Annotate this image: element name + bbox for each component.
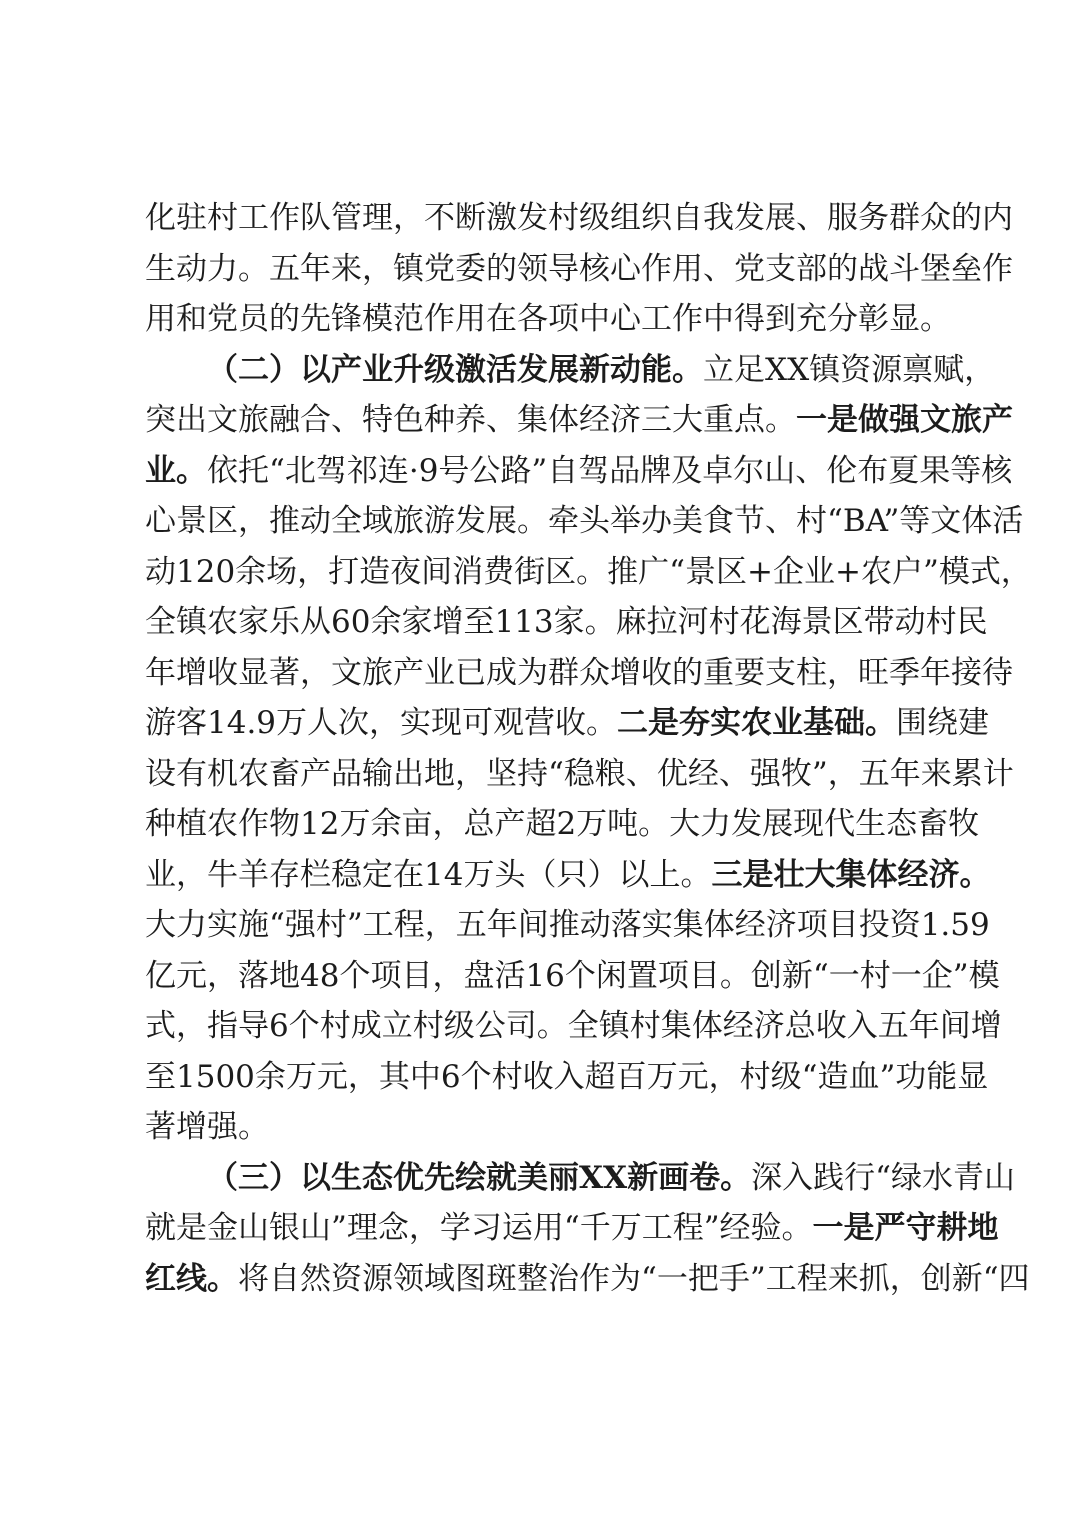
- text-line: [145, 1254, 1030, 1305]
- text-segment: 围绕建: [896, 705, 990, 741]
- text-segment: 深入践行“绿水青山: [751, 1159, 1015, 1196]
- text-line: [145, 698, 990, 749]
- bold-phrase: 一是严守耕地: [812, 1210, 999, 1246]
- text-line: [145, 193, 1013, 244]
- text-segment: 大力实施“强村”工程，五年间推动落实集体经济项目投资1.59: [145, 907, 990, 943]
- text-line: [145, 1102, 945, 1153]
- text-segment: 游客14.9万人次，实现可观营收。: [145, 705, 618, 741]
- text-line: [145, 446, 1013, 497]
- bold-phrase: 二是夯实农业基础。: [617, 705, 897, 741]
- bold-phrase: （三）以生态优先绘就美丽XX新画卷。: [207, 1159, 752, 1196]
- text-segment: 种植农作物12万余亩，总产超2万吨。大力发展现代生态畜牧: [145, 806, 980, 842]
- text-segment: 动120余场，打造夜间消费街区。推广“景区+企业+农户”模式，: [145, 553, 1032, 590]
- text-line: [145, 547, 1032, 598]
- text-segment: 全镇农家乐从60余家增至113家。麻拉河村花海景区带动村民: [145, 604, 988, 640]
- text-line: [145, 850, 991, 901]
- text-line: [145, 496, 1024, 547]
- text-line: [145, 294, 951, 345]
- text-line: [145, 345, 996, 396]
- text-segment: 将自然资源领域图斑整治作为“一把手”工程来抓，创新“四: [238, 1260, 1030, 1297]
- text-segment: 依托“北驾祁连·9号公路”自驾品牌及卓尔山、伦布夏果等核: [207, 452, 1013, 489]
- text-line: [145, 1001, 1002, 1052]
- text-segment: 年增收显著，文旅产业已成为群众增收的重要支柱，旺季年接待: [145, 654, 1013, 691]
- text-line: [145, 395, 1013, 446]
- text-segment: 亿元，落地48个项目，盘活16个闲置项目。创新“一村一企”模: [145, 957, 1000, 994]
- text-line: [145, 1153, 1015, 1204]
- text-segment: 就是金山银山”理念，学习运用“千万工程”经验。: [145, 1210, 813, 1246]
- bold-phrase: 红线。: [145, 1260, 238, 1297]
- bold-phrase: （二）以产业升级激活发展新动能。: [207, 351, 703, 388]
- body-text: [145, 193, 1032, 1304]
- text-segment: 著增强。: [145, 1109, 269, 1145]
- text-line: [145, 648, 1013, 699]
- text-segment: 化驻村工作队管理，不断激发村级组织自我发展、服务群众的内: [145, 200, 1013, 236]
- text-segment: 突出文旅融合、特色种养、集体经济三大重点。: [145, 402, 796, 438]
- text-segment: 业，牛羊存栏稳定在14万头（只）以上。: [145, 856, 712, 893]
- text-line: [145, 597, 988, 648]
- text-segment: 用和党员的先锋模范作用在各项中心工作中得到充分彰显。: [145, 301, 951, 337]
- text-segment: 生动力。五年来，镇党委的领导核心作用、党支部的战斗堡垒作: [145, 250, 1013, 287]
- text-segment: 至1500余万元，其中6个村收入超百万元，村级“造血”功能显: [145, 1058, 989, 1095]
- text-segment: 心景区，推动全域旅游发展。牵头举办美食节、村“BA”等文体活: [145, 503, 1024, 539]
- bold-phrase: 三是壮大集体经济。: [711, 856, 991, 893]
- text-line: [145, 951, 1000, 1002]
- bold-phrase: 业。: [145, 452, 207, 489]
- text-line: [145, 749, 1014, 800]
- text-line: [145, 1052, 989, 1103]
- text-segment: 立足XX镇资源禀赋，: [703, 351, 996, 388]
- text-segment: 设有机农畜产品输出地，坚持“稳粮、优经、强牧”，五年来累计: [145, 755, 1014, 792]
- bold-phrase: 一是做强文旅产: [796, 402, 1013, 438]
- text-segment: 式，指导6个村成立村级公司。全镇村集体经济总收入五年间增: [145, 1008, 1002, 1044]
- text-line: [145, 1203, 999, 1254]
- text-line: [145, 900, 990, 951]
- text-line: [145, 799, 980, 850]
- text-line: [145, 244, 1013, 295]
